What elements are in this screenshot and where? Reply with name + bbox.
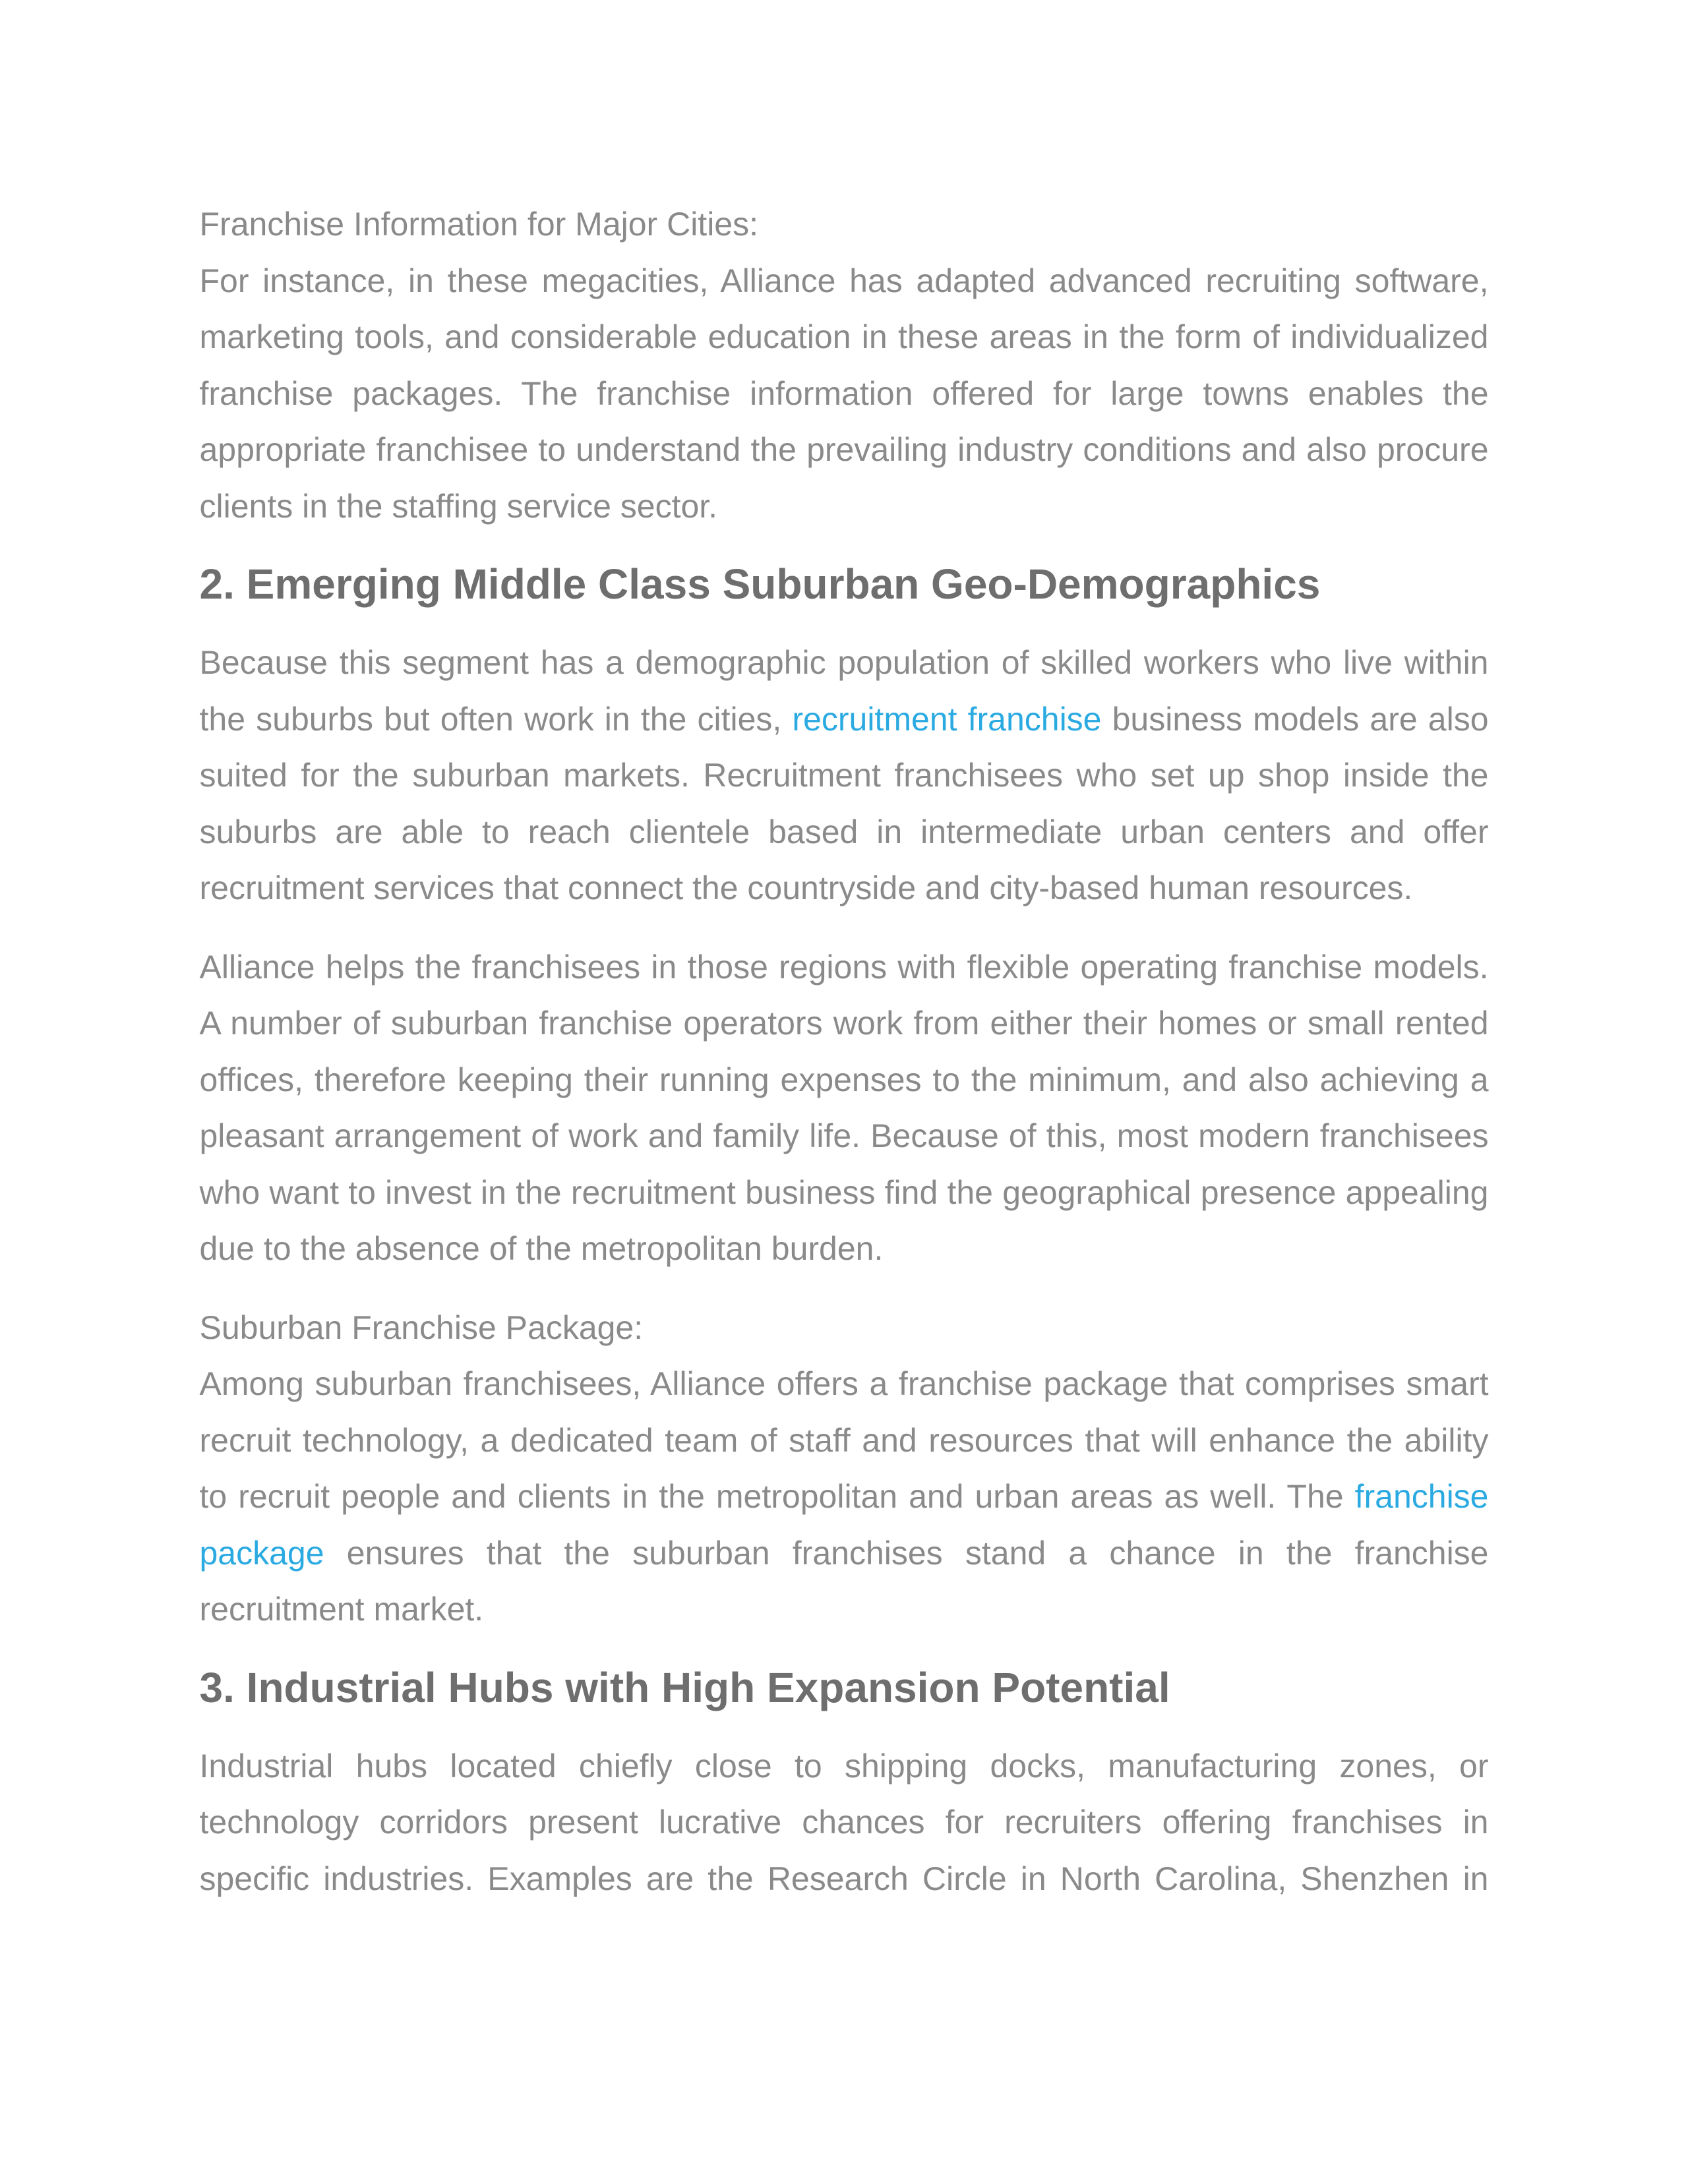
section-heading-suburban-geo-demographics: 2. Emerging Middle Class Suburban Geo-Demographics [199,560,1321,608]
paragraph-text-after-franchise-package-link: ensures that the suburban franchises stand a chance in the franchise recruitment market. [199,1534,1489,1628]
paragraph-suburban-segment [200,635,1489,917]
paragraph-franchise-info-major-cities [200,196,1489,535]
paragraph-text-before-franchise-package-link: Among suburban franchisees, Alliance offers a franchise package that comprises smart recruit technology, a dedicated team of staff and resources that will enhance the ability to recruit people and clients in the metropolitan and urban areas as well. The [199,1365,1489,1515]
document-page [200,0,1489,1907]
section-heading-industrial-hubs: 3. Industrial Hubs with High Expansion Potential [199,1663,1170,1711]
paragraph-suburban-franchise-package [200,1300,1489,1638]
paragraph-label-major-cities: Franchise Information for Major Cities: [199,206,759,243]
paragraph-text-after-recruitment-franchise-link: business models are also suited for the suburban markets. Recruitment franchisees who set up shop inside the suburbs are able to reach clientele based in intermediate urban centers and offer recruitment services that connect the countryside and city-based human resources. [199,700,1489,906]
paragraph-text-before-recruitment-franchise-link: Because this segment has a demographic population of skilled workers who live within the suburbs but often work in the cities, [199,644,1489,738]
link-recruitment-franchise[interactable]: recruitment franchise [792,700,1102,738]
paragraph-alliance-flexible-models: Alliance helps the franchisees in those regions with flexible operating franchise models. A number of suburban franchise operators work from either their homes or small rented offices, therefore keeping their running expenses to the minimum, and also achieving a pleasant arrangement of work and family life. Because of this, most modern franchisees who want to invest in the recruitment business find the geographical presence appealing due to the absence of the metropolitan burden. [199,948,1489,1267]
paragraph-text-major-cities: For instance, in these megacities, Alliance has adapted advanced recruiting software, marketing tools, and considerable education in these areas in the form of individualized franchise packages. The franchise information offered for large towns enables the appropriate franchisee to understand the prevailing industry conditions and also procure clients in the staffing service sector. [199,262,1489,525]
link-franchise-package[interactable]: franchise package [199,1478,1489,1572]
paragraph-industrial-hubs: Industrial hubs located chiefly close to shipping docks, manufacturing zones, or technology corridors present lucrative chances for recruiters offering franchises in specific industries. Examples are the Research Circle in North Carolina, Shenzhen in [199,1747,1489,1897]
paragraph-label-suburban-franchise-package: Suburban Franchise Package: [199,1309,644,1346]
